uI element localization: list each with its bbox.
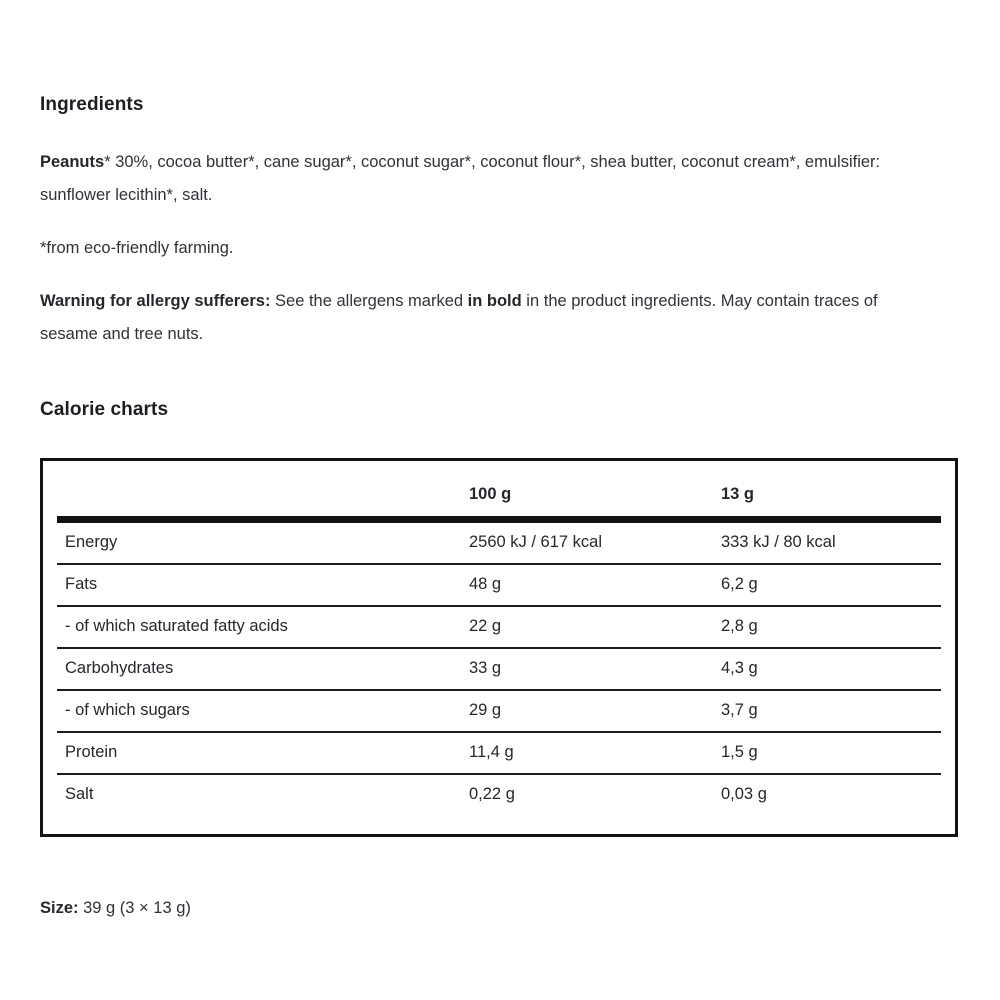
ingredients-lead-bold: Peanuts [40, 153, 105, 171]
nutrition-table-box [40, 458, 958, 837]
value-100g: 29 g [469, 690, 721, 732]
row-label: Energy [57, 520, 469, 565]
row-label: - of which saturated fatty acids [57, 606, 469, 648]
value-100g: 22 g [469, 606, 721, 648]
table-row-saturated-fatty-acids [57, 606, 941, 648]
row-label: Salt [65, 785, 94, 803]
allergy-warning [40, 285, 932, 351]
value-100g: 2560 kJ / 617 kcal [469, 520, 721, 565]
table-row-sugars [57, 690, 941, 732]
nutrition-table [57, 461, 941, 818]
size-value: 39 g (3 × 13 g) [78, 899, 191, 917]
value-100g: 0,22 g [469, 785, 515, 803]
row-label: Carbohydrates [57, 648, 469, 690]
eco-footnote: *from eco-friendly farming. [40, 239, 234, 257]
warning-text-end: in the product ingredients. May contain traces of sesame and tree nuts. [40, 292, 878, 343]
value-100g: 33 g [469, 648, 721, 690]
value-13g: 1,5 g [721, 732, 941, 774]
column-header-13g: 13 g [721, 461, 941, 520]
size-line [40, 899, 945, 918]
table-row-protein [57, 732, 941, 774]
row-label: Protein [57, 732, 469, 774]
column-header-100g: 100 g [469, 461, 721, 520]
ingredients-lead-rest: * 30%, cocoa butter*, cane sugar*, coconut sugar*, coconut flour*, shea butter, coconut cream*, emulsifier: sunflower lecithin*, salt. [40, 153, 881, 204]
table-row-salt [57, 774, 941, 818]
size-label: Size: [40, 899, 79, 917]
column-header-blank [57, 461, 469, 520]
value-13g: 2,8 g [721, 606, 941, 648]
warning-bold-inline: in bold [467, 292, 522, 310]
calorie-charts-heading: Calorie charts [40, 399, 169, 420]
table-row-fats [57, 564, 941, 606]
value-100g: 48 g [469, 564, 721, 606]
value-13g: 6,2 g [721, 564, 941, 606]
value-13g: 0,03 g [721, 785, 767, 803]
warning-bold-lead: Warning for allergy sufferers: [40, 292, 271, 310]
ingredients-text [40, 146, 932, 212]
value-13g: 333 kJ / 80 kcal [721, 520, 941, 565]
row-label: Fats [57, 564, 469, 606]
warning-text-mid: See the allergens marked [270, 292, 468, 310]
ingredients-heading: Ingredients [40, 94, 144, 115]
table-row-carbohydrates [57, 648, 941, 690]
value-13g: 3,7 g [721, 690, 941, 732]
table-header-row [57, 461, 941, 520]
value-13g: 4,3 g [721, 648, 941, 690]
row-label: - of which sugars [57, 690, 469, 732]
value-100g: 11,4 g [469, 732, 721, 774]
table-row-energy [57, 520, 941, 565]
